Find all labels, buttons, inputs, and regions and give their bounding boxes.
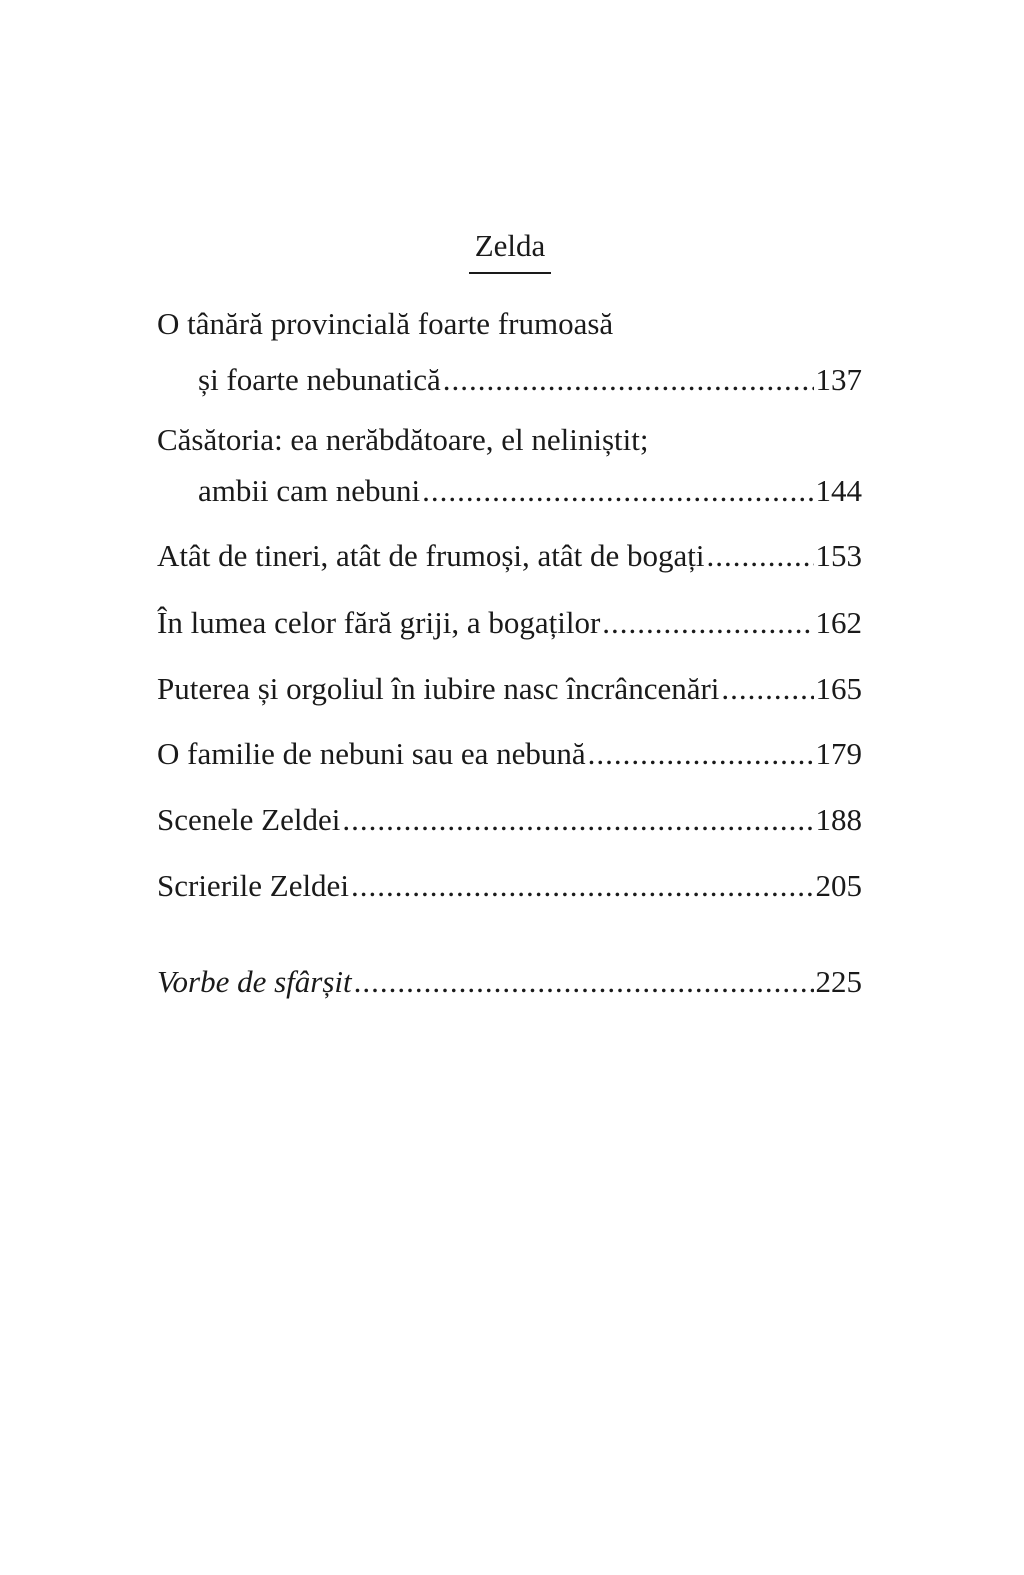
toc-entry[interactable] <box>157 536 862 576</box>
toc-entry[interactable] <box>157 420 862 511</box>
toc-entry-title: Puterea și orgoliul în iubire nasc încrâncenări <box>157 671 720 706</box>
toc-entry-title: Căsătoria: ea nerăbdătoare, el neliniștit; <box>157 422 649 457</box>
toc-entry-title-continued: și foarte nebunatică <box>198 362 441 397</box>
toc-entry-second-line <box>157 471 862 511</box>
toc-entry-page: 153 <box>815 538 862 573</box>
toc-entry-page: 205 <box>815 868 862 903</box>
leader-dots <box>354 962 814 1002</box>
leader-dots <box>342 800 813 840</box>
toc-entry-page: 137 <box>815 362 862 397</box>
toc-entry-second-line <box>157 360 862 400</box>
toc-entry-title: Scenele Zeldei <box>157 802 341 837</box>
toc-entry-page: 179 <box>815 736 862 771</box>
leader-dots <box>721 669 813 709</box>
leader-dots <box>602 603 813 643</box>
toc-entry[interactable] <box>157 669 862 709</box>
toc-entry-first-line <box>157 420 862 460</box>
toc-entry-page: 188 <box>815 802 862 837</box>
toc-entry-page: 144 <box>815 473 862 508</box>
toc-entry-title: O tânără provincială foarte frumoasă <box>157 306 614 341</box>
toc-entry-epilogue[interactable] <box>157 962 862 1002</box>
toc-entry-title: O familie de nebuni sau ea nebună <box>157 736 586 771</box>
toc-entry-line <box>157 866 862 906</box>
toc-entry[interactable] <box>157 603 862 643</box>
toc-entry-title: Scrierile Zeldei <box>157 868 349 903</box>
toc-entry-line <box>157 536 862 576</box>
leader-dots <box>351 866 814 906</box>
leader-dots <box>443 360 814 400</box>
section-title: Zelda <box>469 226 551 274</box>
toc-entry[interactable] <box>157 734 862 774</box>
leader-dots <box>706 536 813 576</box>
toc-entry[interactable] <box>157 800 862 840</box>
leader-dots <box>422 471 813 511</box>
toc-entry-line <box>157 603 862 643</box>
toc-entry[interactable] <box>157 304 862 400</box>
toc-entry-line <box>157 800 862 840</box>
toc-entry-line <box>157 669 862 709</box>
leader-dots <box>588 734 814 774</box>
toc-entry-title: Atât de tineri, atât de frumoși, atât de bogați <box>157 538 705 573</box>
toc-entry-first-line <box>157 304 862 344</box>
toc-entry[interactable] <box>157 866 862 906</box>
toc-entry-page: 225 <box>815 964 862 999</box>
toc-entry-line <box>157 962 862 1002</box>
toc-entry-title: În lumea celor fără griji, a bogaților <box>157 605 601 640</box>
toc-entry-title-continued: ambii cam nebuni <box>198 473 421 508</box>
toc-entry-page: 165 <box>815 671 862 706</box>
toc-entry-page: 162 <box>815 605 862 640</box>
toc-entry-line <box>157 734 862 774</box>
toc-entry-title: Vorbe de sfârșit <box>157 964 352 999</box>
